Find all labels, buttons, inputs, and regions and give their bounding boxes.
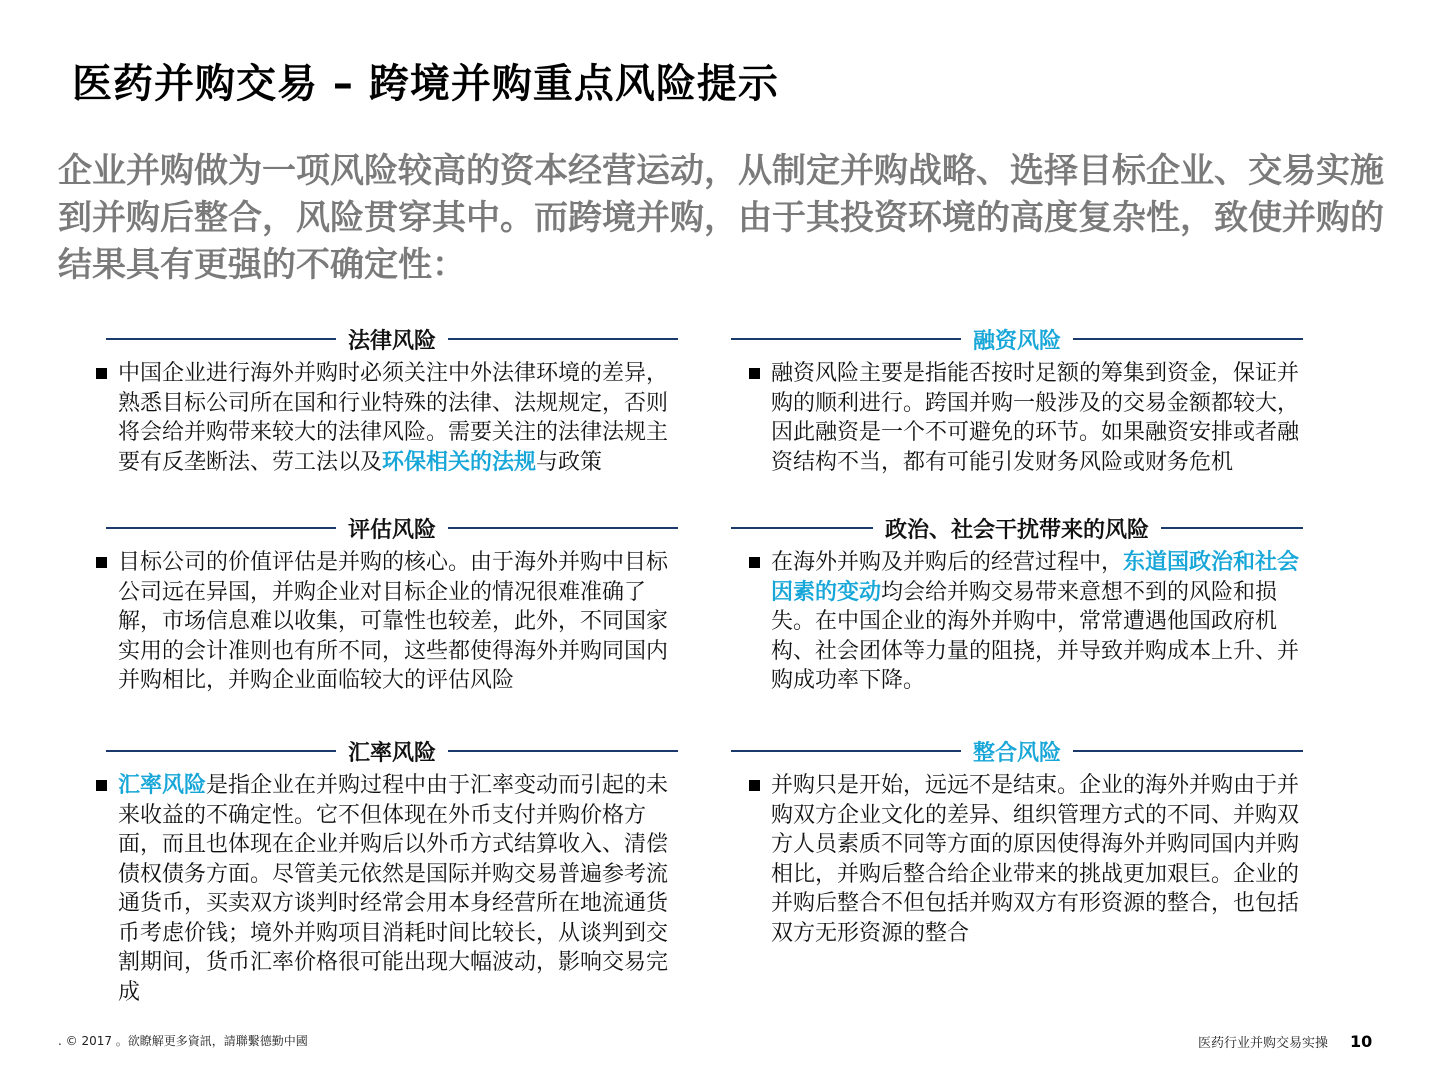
section-header	[106, 323, 678, 355]
square-bullet-icon	[749, 780, 760, 791]
intro-paragraph: 企业并购做为一项风险较高的资本经营运动，从制定并购战略、选择目标企业、交易实施到并购后整合，风险贯穿其中。而跨境并购，由于其投资环境的高度复杂性，致使并购的结果具有更强的不确定性：	[58, 151, 1384, 285]
divider	[1073, 750, 1303, 752]
body-text: 融资风险主要是指能否按时足额的筹集到资金，保证并购的顺利进行。跨国并购一般涉及的交易金额都较大，因此融资是一个不可避免的环节。如果融资安排或者融资结构不当，都有可能引发财务风险或财务危机	[771, 361, 1300, 475]
square-bullet-icon	[96, 780, 107, 791]
section-body	[96, 359, 678, 477]
section-body	[749, 771, 1303, 948]
section-heading: 法律风险	[348, 328, 437, 354]
square-bullet-icon	[749, 368, 760, 379]
section-heading: 汇率风险	[348, 740, 437, 766]
body-text: 均会给并购交易带来意想不到的风险和损失。在中国企业的海外并购中，常常遭遇他国政府机构、社会团体等力量的阻挠，并导致并购成本上升、并购成功率下降。	[771, 579, 1300, 693]
section-legal-risk	[106, 323, 678, 477]
divider	[448, 750, 678, 752]
footer-doc-title: 医药行业并购交易实操	[1197, 1036, 1328, 1051]
divider	[731, 750, 961, 752]
page-title: 医药并购交易 – 跨境并购重点风险提示	[72, 61, 779, 107]
page-number: 10	[1350, 1032, 1373, 1051]
section-heading: 政治、社会干扰带来的风险	[885, 517, 1150, 543]
section-body	[96, 548, 678, 696]
body-text: 目标公司的价值评估是并购的核心。由于海外并购中目标公司远在异国，并购企业对目标企业的情况很难准确了解，市场信息难以收集，可靠性也较差，此外，不同国家实用的会计准则也有所不同，这些都使得海外并购同国内并购相比，并购企业面临较大的评估风险	[118, 550, 669, 693]
square-bullet-icon	[749, 557, 760, 568]
highlight-text: 东道国政治和社会因素的变动	[771, 550, 1300, 605]
divider	[106, 338, 336, 340]
section-political-risk	[731, 512, 1303, 696]
divider	[448, 338, 678, 340]
body-text: 与政策	[536, 449, 603, 475]
section-body	[96, 771, 678, 1007]
section-heading: 融资风险	[973, 328, 1062, 354]
section-body	[749, 548, 1303, 696]
divider	[731, 338, 961, 340]
section-header	[106, 512, 678, 544]
body-text: 并购只是开始，远远不是结束。企业的海外并购由于并购双方企业文化的差异、组织管理方式的不同、并购双方人员素质不同等方面的原因使得海外并购同国内并购相比，并购后整合给企业带来的挑战更加艰巨。企业的并购后整合不但包括并购双方有形资源的整合，也包括双方无形资源的整合	[771, 773, 1300, 946]
body-text: 是指企业在并购过程中由于汇率变动而引起的未来收益的不确定性。它不但体现在外币支付并购价格方面，而且也体现在企业并购后以外币方式结算收入、清偿债权债务方面。尽管美元依然是国际并购交易普遍参考流通货币，买卖双方谈判时经常会用本身经营所在地流通货币考虑价钱；境外并购项目消耗时间比较长，从谈判到交割期间，货币汇率价格很可能出现大幅波动，影响交易完成	[118, 773, 669, 1005]
section-financing-risk	[731, 323, 1303, 477]
section-integration-risk	[731, 735, 1303, 948]
square-bullet-icon	[96, 368, 107, 379]
divider	[448, 527, 678, 529]
section-heading: 整合风险	[973, 740, 1062, 766]
section-valuation-risk	[106, 512, 678, 696]
divider	[1161, 527, 1303, 529]
body-text: 中国企业进行海外并购时必须关注中外法律环境的差异，熟悉目标公司所在国和行业特殊的法律、法规规定，否则将会给并购带来较大的法律风险。需要关注的法律法规主要有反垄断法、劳工法以及	[118, 361, 669, 475]
section-header	[731, 323, 1303, 355]
square-bullet-icon	[96, 557, 107, 568]
section-header	[731, 512, 1303, 544]
highlight-text: 汇率风险	[118, 773, 207, 798]
divider	[106, 750, 336, 752]
section-header	[731, 735, 1303, 767]
footer-copyright: . © 2017 。欲瞭解更多資訊，請聯繫德勤中國	[58, 1034, 308, 1048]
divider	[106, 527, 336, 529]
body-text: 在海外并购及并购后的经营过程中，	[771, 550, 1124, 575]
section-body	[749, 359, 1303, 477]
section-fx-risk	[106, 735, 678, 1007]
divider	[731, 527, 873, 529]
highlight-text: 环保相关的法规	[382, 449, 537, 475]
section-header	[106, 735, 678, 767]
section-heading: 评估风险	[348, 517, 437, 543]
divider	[1073, 338, 1303, 340]
